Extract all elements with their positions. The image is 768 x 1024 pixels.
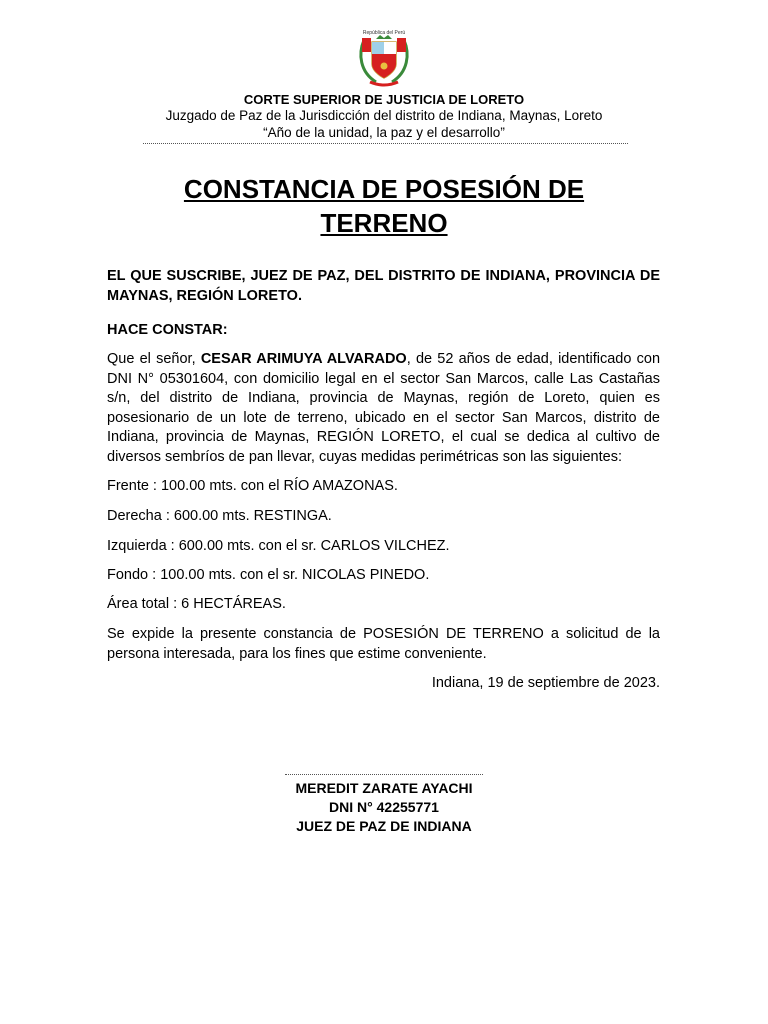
body-rest: , de 52 años de edad, identificado con DNI N° 05301604, con domicilio legal en el sector San Marcos, calle Las Castañas s/n, del distrito de Indiana, provincia de Maynas, región de Loreto, quien es posesionario de un lote de terreno, ubicado en el sector San Marcos, distrito de Indiana, provincia de Maynas, REGIÓN LORETO, el cual se dedica al cultivo de diversos sembríos de pan llevar, cuyas medidas perimétricas son las siguientes: (107, 351, 661, 465)
boundary-fondo: Fondo : 100.00 mts. con el sr. NICOLAS PINEDO. (107, 567, 430, 583)
title-line-1: CONSTANCIA DE POSESIÓN DE (183, 174, 585, 204)
document-title (0, 172, 768, 240)
main-paragraph (107, 350, 660, 467)
boundary-frente: Frente : 100.00 mts. con el RÍO AMAZONAS. (107, 478, 398, 494)
title-line-2: TERRENO (320, 208, 448, 238)
signer-name: MEREDIT ZARATE AYACHI (295, 780, 473, 796)
svg-text:República del Perú: República del Perú (362, 30, 406, 36)
peru-coat-of-arms-emblem (356, 26, 412, 88)
closing-paragraph: Se expide la presente constancia de POSESIÓN DE TERRENO a solicitud de la persona interesada, para los fines que estime conveniente. (107, 626, 660, 662)
hace-constar-heading: HACE CONSTAR: (107, 322, 228, 338)
intro-paragraph: EL QUE SUSCRIBE, JUEZ DE PAZ, DEL DISTRITO DE INDIANA, PROVINCIA DE MAYNAS, REGIÓN LORETO. (107, 268, 660, 304)
boundary-derecha: Derecha : 600.00 mts. RESTINGA. (107, 508, 332, 524)
court-institution-title: CORTE SUPERIOR DE JUSTICIA DE LORETO (243, 92, 525, 107)
signer-dni: DNI N° 42255771 (329, 799, 439, 815)
court-name: Juzgado de Paz de la Jurisdicción del distrito de Indiana, Maynas, Loreto (165, 108, 603, 123)
signature-line (285, 774, 483, 775)
header-divider (143, 143, 628, 144)
boundary-izquierda: Izquierda : 600.00 mts. con el sr. CARLOS VILCHEZ. (107, 538, 450, 554)
person-name: CESAR ARIMUYA ALVARADO (200, 351, 407, 367)
year-motto: “Año de la unidad, la paz y el desarrollo” (263, 125, 505, 140)
place-date: Indiana, 19 de septiembre de 2023. (431, 675, 660, 691)
area-total: Área total : 6 HECTÁREAS. (107, 596, 286, 612)
body-prefix: Que el señor, (107, 351, 201, 367)
signer-role: JUEZ DE PAZ DE INDIANA (296, 818, 472, 834)
